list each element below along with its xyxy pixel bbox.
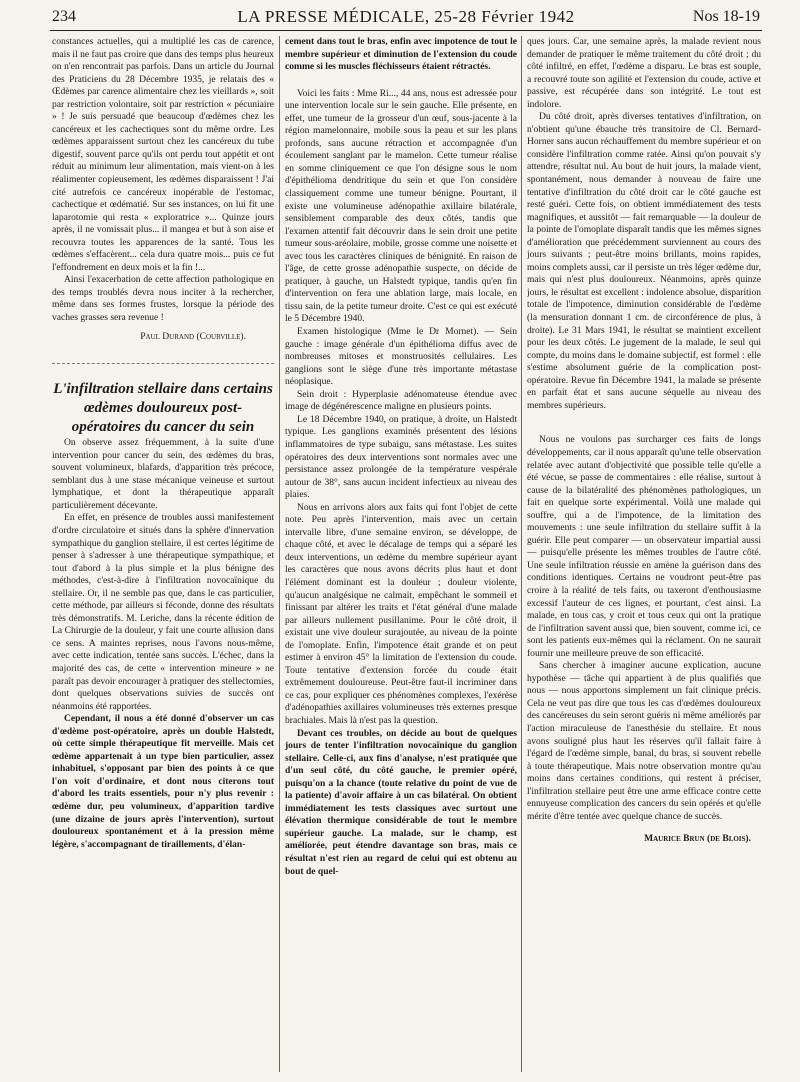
- issue-numbers: Nos 18-19: [692, 8, 760, 25]
- paragraph: cement dans tout le bras, enfin avec impotence de tout le membre supérieur et diminution de l'extension du coude comme si les muscles fléchisseurs étaient rétractés.: [285, 36, 517, 73]
- column-divider: [521, 36, 522, 1072]
- paragraph: Examen histologique (Mme le Dr Mornet). — Sein gauche : image générale d'un épithélioma diffus avec de nombreuses mitoses et monstruosités cellulaires. Les ganglions sont le siège d'une très importante métastase néoplasique.: [285, 326, 517, 388]
- author-signature: Paul Durand (Courville).: [140, 330, 246, 342]
- column-3: [527, 36, 761, 1076]
- paragraph: ques jours. Car, une semaine après, la malade revient nous demander de pratiquer le même traitement du côté droit ; du côté infiltré, en effet, l'œdème a disparu. Le bras est souple, a recouvré toute son agilité et l'extension du coude, active et passive, est récupérée dans son intégrité. Le tout est indolore.: [527, 36, 761, 110]
- column-1: [52, 36, 274, 1076]
- column-2: [285, 36, 517, 1076]
- paragraph: Nous en arrivons alors aux faits qui font l'objet de cette note. Peu après l'intervention, mais avec un certain intervalle libre, d'une semaine environ, se développe, de chaque côté, et avec le décalage de temps qui a séparé les deux interventions, un œdème du membre supérieur ayant les caractères que nous avons décrits plus haut et dont l'élément dominant est la douleur ; douleur violente, qu'aucun analgésique ne calmait, empêchant le sommeil et finissant par altérer les traits et l'état général d'une malade par ailleurs nullement pusillanime. Pour le côté droit, il existait une vive douleur surajoutée, au niveau de la pointe de l'omoplate. Enfin, l'impotence était grande et on peut estimer à environ 45° la limitation de l'extension du coude. Toute tentative d'extension forcée du coude était extrêmement douloureuse. Peut-être faut-il incriminer dans ce cas, pour expliquer ces phénomènes complexes, l'exérèse d'adénopathies axillaires volumineuses très externes presque brachiales. Mais là n'est pas la question.: [285, 501, 517, 726]
- paragraph: Nous ne voulons pas surcharger ces faits de longs développements, car il nous apparaît qu'une telle observation relatée avec autant d'objectivité que possible telle qu'elle a été vécue, se passe de commentaires : elle réalise, surtout à cause de la bilatéralité des phénomènes pathologiques, un fait en quelque sorte expérimental. Voilà une malade qui souffre, qui a de l'impotence, de la limitation des mouvements : une seule infiltration du stellaire suffit à la guérir. Elle peut comparer — un observateur impartial aussi — puisqu'elle présente les mêmes troubles de l'autre côté. Une seule infiltration réussie en amène la guérison dans des conditions identiques. Certains ne voudront peut-être pas croire à la réalité de tels faits, ou taxeront d'enthousiasme excessif l'auteur de ces lignes, et pourtant, c'est ainsi. La malade, en tous cas, y croit et tous ceux qui ont la pratique de l'infiltration savent aussi que, bien souvent, comme ici, ce sont les patients eux-mêmes qui la réclament. On ne saurait fournir une meilleure preuve de son efficacité.: [527, 434, 761, 659]
- paragraph: Cependant, il nous a été donné d'observer un cas d'œdème post-opératoire, après un double Halstedt, où cette simple thérapeutique fit merveille. Mais cet œdème appartenait à un type bien particulier, assez inhabituel, s'opposant par bien des points à ce que l'on voit d'ordinaire, et dont nous citerons tout d'abord les traits essentiels, pour n'y plus revenir : œdème dur, peu volumineux, d'apparition tardive (une dizaine de jours après l'intervention), surtout douloureux spontanément et à la pression même légère, s'accompagnant de tiraillements, d'élan-: [52, 713, 274, 850]
- paragraph: Ainsi l'exacerbation de cette affection pathologique en des temps troublés devra nous inciter à la rechercher, même dans ses formes frustes, lorsque la période des vaches grasses sera revenue !: [52, 274, 274, 324]
- paragraph: Sans chercher à imaginer aucune explication, aucune hypothèse — tâche qui appartient à de plus qualifiés que nous — nous apportons simplement un fait clinique précis. Cela ne veut pas dire que tous les cas d'œdèmes douloureux des cancéreuses du sein seront guéris ni même améliorés par l'action miraculeuse de l'anesthésie du stellaire. Et nous avons souligné plus haut les réserves qu'il fallait faire à l'égard de l'œdème simple, banal, du bras, si souvent rebelle à toute thérapeutique. Mais notre observation montre qu'au moins dans certaines conditions, qui restent à préciser, l'infiltration stellaire peut être une arme efficace contre cette ennuyeuse complication des cancers du sein opérés et qu'elle mérite d'être tentée avec quelque chance de succès.: [527, 660, 761, 822]
- paragraph: Voici les faits : Mme Ri..., 44 ans, nous est adressée pour une intervention locale sur le sein gauche. Elle présente, en effet, une tumeur de la grosseur d'un œuf, sous-jacente à la région mamelonnaire, mobile sous la peau et sur les plans profonds, sans aucune rétraction et accompagnée d'un écoulement sanglant par le mamelon. Cette tumeur réalise en somme cliniquement ce que l'on désigne sous le nom d'épithélioma dendritique du sein et que l'on considère classiquement comme une tumeur bénigne. Pourtant, il existe une volumineuse adénopathie axillaire bilatérale, sensiblement comparable des deux côtés, tandis que l'examen attentif fait découvrir dans le sein droit une petite tumeur sous-aréolaire, mobile, grosse comme une noisette et avec tous les caractères cliniques de bénignité. En raison de l'âge, de cette grosse adénopathie suspecte, on décide de pratiquer, à gauche, un Halstedt typique, tandis qu'en fin d'intervention on fera une ablation large, mais locale, en tissu sain, de la petite tumeur droite. C'est ce qui est exécuté le 5 Décembre 1940.: [285, 87, 517, 325]
- paragraph: Devant ces troubles, on décide au bout de quelques jours de tenter l'infiltration novocaïnique du ganglion stellaire. Celle-ci, aux fins d'analyse, n'est pratiquée que d'un seul côté, du côté gauche, le premier opéré, puisqu'on a la chance (toute relative du point de vue de la patiente) d'avoir affaire à un cas bilatéral. On obtient immédiatement les tests classiques avec surtout une élévation thermique considérable de tout le membre supérieur gauche. La malade, sur le champ, est améliorée, peut étendre davantage son bras, mais ce résultat n'est rien au regard de celui qui est obtenu au bout de quel-: [285, 727, 517, 877]
- page-number: 234: [52, 8, 76, 25]
- page-header: [50, 6, 762, 31]
- paragraph: constances actuelles, qui a multiplié les cas de carence, mais il ne faut pas croire que dans des temps plus heureux on n'en rencontrait pas parfois. Dans un article du Journal des Praticiens du 28 Décembre 1935, je relatais des « Œdèmes par carence alimentaire chez les vieillards », soit par restriction volontaire, soit par restriction « pécuniaire » ! Je suis persuadé que beaucoup d'œdèmes chez les cancéreux et les cachectiques sont du même ordre. Les œdèmes apparaissent surtout chez les cancéreux du tube digestif, souvent parce qu'ils ont perdu tout appétit et ont réduit au minimum leur alimentation, mais vient-on à les réalimenter copieusement, les œdèmes disparaissent ! J'ai cité autrefois ce cancéreux inopérable de l'estomac, cachectique et œdématié. Sur ses instances, on lui fit une laparotomie qui resta « exploratrice »... Quinze jours après, il ne vomissait plus... il mangea et but à son aise et recouvra toutes les apparences de la santé. Tous les œdèmes s'effacèrent... cela dura quatre mois... puis ce fut l'effondrement en deux mois et la fin !...: [52, 36, 274, 273]
- article-title: L'infiltration stellaire dans certains œdèmes douloureux post-opératoires du cancer du sein: [53, 381, 273, 436]
- column-divider: [279, 36, 280, 1072]
- paragraph: On observe assez fréquemment, à la suite d'une intervention pour cancer du sein, des œdèmes du bras, souvent volumineux, blafards, d'apparition très précoce, semblant dus à une stase mécanique veineuse et surtout lymphatique, et dont la thérapeutique apparaît particulièrement décevante.: [52, 437, 274, 511]
- paragraph: Du côté droit, après diverses tentatives d'infiltration, on n'obtient qu'une ébauche très transitoire de Cl. Bernard-Horner sans aucun réchauffement du membre supérieur et on considère l'infiltration comme ratée. Ainsi qu'on pouvait s'y attendre, résultat nul. Au bout de huit jours, la malade vient, spontanément, nous demander à nouveau de faire une tentative d'infiltration du côté droit car le côté gauche est resté guéri. Cette fois, on obtient immédiatement des tests magnifiques, et aussitôt — fait remarquable — la douleur de la pointe de l'omoplate disparaît tandis que les mêmes signes d'amélioration que précédemment surviennent au cours des jours suivants ; peut-être moins brillants, moins rapides, moins complets aussi, car il persiste un très léger œdème dur, mais qui n'est plus douloureux. Néanmoins, après quinze jours, le résultat est excellent : indolence absolue, disparition totale de l'impotence, diminution considérable de l'œdème (la mensuration donnant 1 cm. de circonférence de plus, à droite). Le 31 Mars 1941, le résultat se maintient excellent pour les deux côtés. Le jugement de la malade, le seul qui compte, du moins dans le domaine subjectif, est formel : elle s'estime absolument guérie de la complication post-opératoire. Revue fin Décembre 1941, la malade se présente en parfait état et sans aucune séquelle au niveau des membres supérieurs.: [527, 111, 761, 411]
- journal-title: LA PRESSE MÉDICALE, 25-28 Février 1942: [237, 7, 575, 26]
- paragraph: Le 18 Décembre 1940, on pratique, à droite, un Halstedt typique. Les ganglions examinés présentent des lésions inflammatoires de type subaigu, sans métastase. Les suites opératoires des deux interventions sont normales avec une persistance assez prolongée de la température vespérale autour de 38°, sans aucun incident infectieux au niveau des plaies.: [285, 413, 517, 501]
- section-divider: [52, 363, 274, 364]
- paragraph: Sein droit : Hyperplasie adénomateuse étendue avec image de dégénérescence maligne en plusieurs points.: [285, 388, 517, 413]
- author-signature: Maurice Brun (de Blois).: [644, 833, 751, 845]
- paragraph: En effet, en présence de troubles aussi manifestement d'ordre circulatoire et situés dans la sphère d'innervation sympathique du ganglion stellaire, il est certes légitime de penser à s'adresser à une thérapeutique sympathique, et tout d'abord à la plus simple et la plus bénigne des méthodes, c'est-à-dire à l'infiltration novocaïnique du stellaire. Or, il ne semble pas que, dans le cas particulier, cette méthode, par ailleurs si féconde, donne des résultats très démonstratifs. M. Leriche, dans la récente édition de La Chirurgie de la douleur, y fait une courte allusion dans ce sens. A maintes reprises, nous l'avons nous-même, avec cette indication, tentée sans succès. L'échec, dans la majorité des cas, de cette « intervention mineure » ne paraît pas devoir encourager à pratiquer des stellectomies, dont quelques observations suivies de succès ont néanmoins été rapportées.: [52, 512, 274, 712]
